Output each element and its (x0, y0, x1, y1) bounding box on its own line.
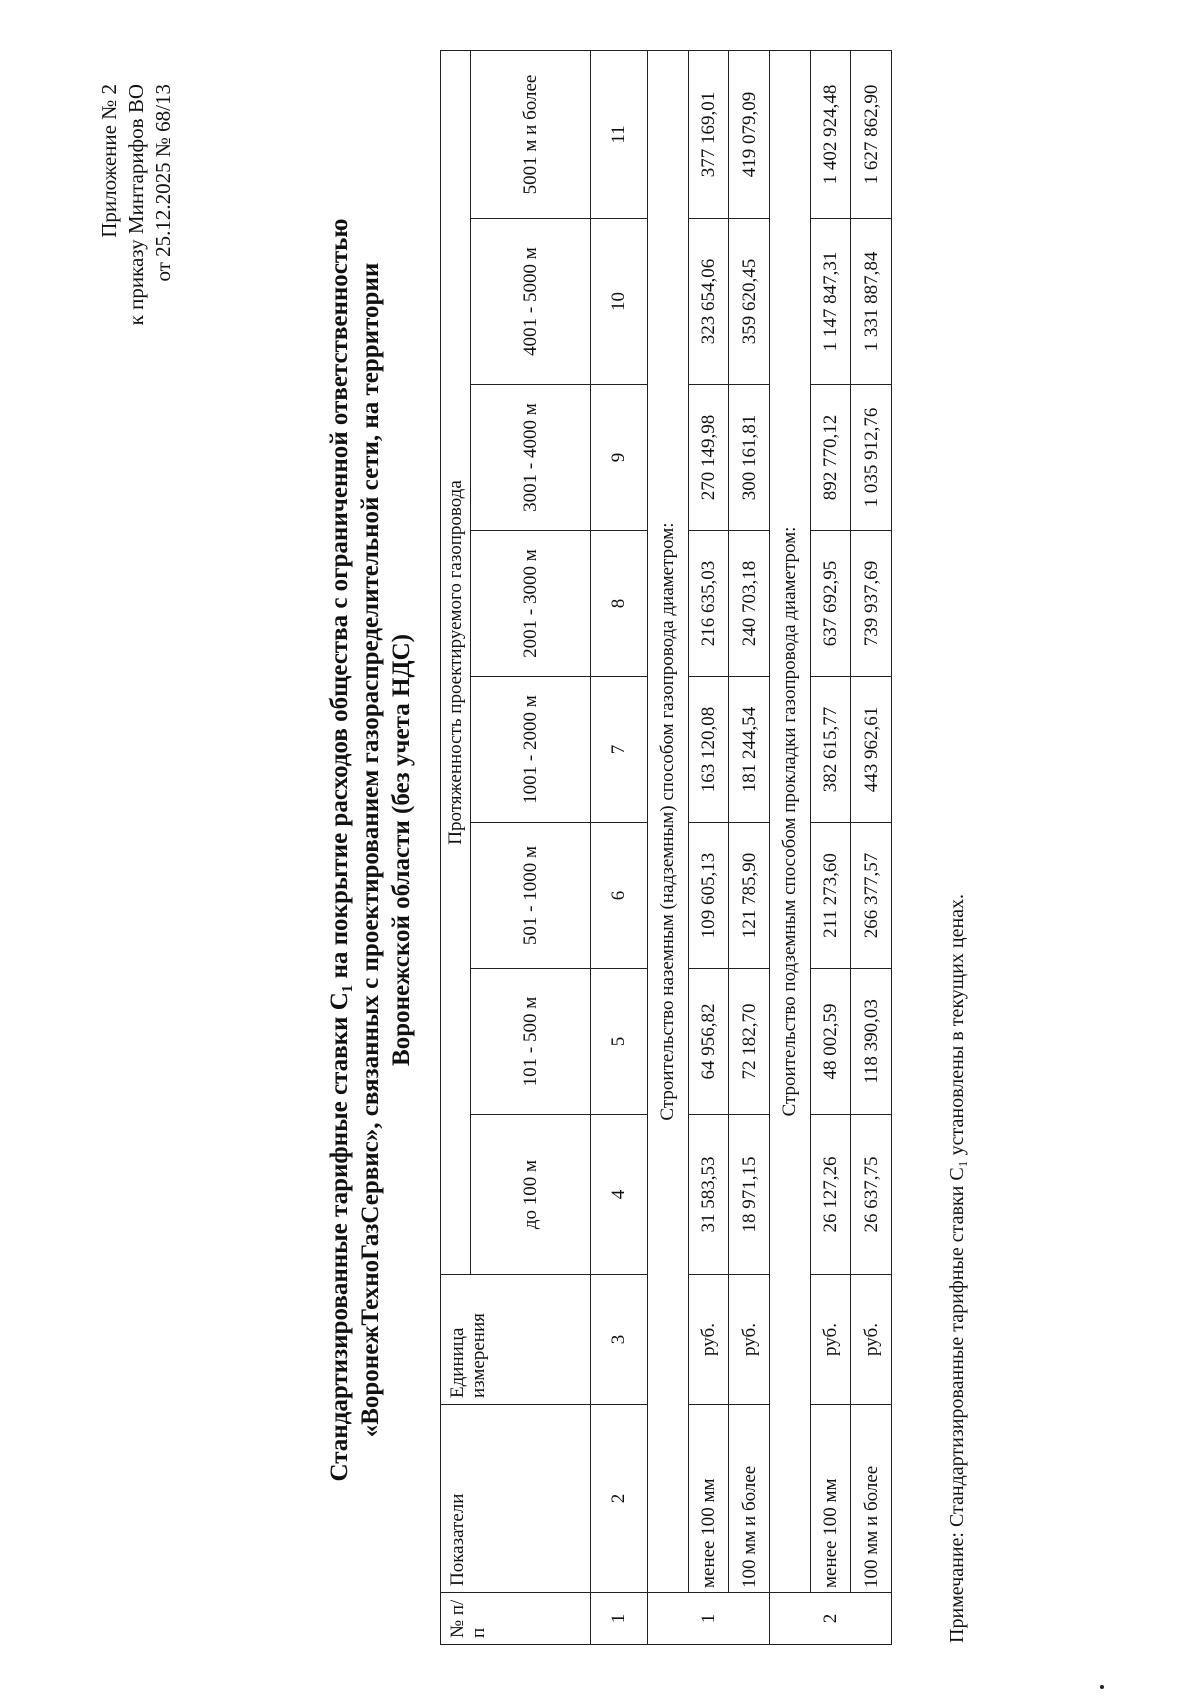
rate-cell: 118 390,03 (851, 969, 892, 1115)
rate-cell: 26 127,26 (810, 1115, 851, 1275)
header-length-group: Протяженность проектируемого газопровода (441, 50, 471, 1274)
rate-cell: 181 244,54 (729, 677, 770, 823)
section-number: 2 (769, 1593, 891, 1645)
row-label: 100 мм и более (729, 1405, 770, 1593)
header-range: 501 - 1000 м (471, 823, 591, 969)
column-index-cell: 8 (591, 531, 648, 677)
column-index-cell: 10 (591, 219, 648, 385)
rate-cell: 419 079,09 (729, 50, 770, 218)
rate-cell: 31 583,53 (688, 1115, 729, 1275)
rate-cell: 18 971,15 (729, 1115, 770, 1275)
footnote: Примечание: Стандартизированные тарифные ставки С₁ установлены в текущих ценах. (946, 893, 968, 1643)
rate-cell: 443 962,61 (851, 677, 892, 823)
document-title (324, 135, 417, 1565)
approval-line-2: к приказу Минтарифов ВО (124, 84, 148, 326)
approval-stamp-text (96, 84, 177, 325)
rate-cell: 739 937,69 (851, 531, 892, 677)
section-title: Строительство подземным способом прокладки газопровода диаметром: (769, 50, 810, 1592)
rate-cell: 323 654,06 (688, 219, 729, 385)
rate-cell: 1 331 887,84 (851, 219, 892, 385)
header-indicator: Показатели (441, 1405, 591, 1593)
column-index-cell: 5 (591, 969, 648, 1115)
row-label: 100 мм и более (851, 1405, 892, 1593)
rate-cell: 240 703,18 (729, 531, 770, 677)
rate-cell: 163 120,08 (688, 677, 729, 823)
rate-cell: 637 692,95 (810, 531, 851, 677)
section-number: 1 (647, 1593, 769, 1645)
rate-cell: 1 147 847,31 (810, 219, 851, 385)
table-row (851, 50, 892, 1644)
header-range: 4001 - 5000 м (471, 219, 591, 385)
rate-cell: 211 273,60 (810, 823, 851, 969)
approval-line-3: от 25.12.2025 № 68/13 (151, 84, 175, 282)
table-row (810, 50, 851, 1644)
column-index-row (591, 50, 648, 1644)
section-header-row (647, 50, 688, 1644)
header-range: 101 - 500 м (471, 969, 591, 1115)
column-index-cell: 2 (591, 1405, 648, 1593)
rate-cell: 359 620,45 (729, 219, 770, 385)
row-label: менее 100 мм (688, 1405, 729, 1593)
title-line-3: Воронежской области (без учета НДС) (388, 634, 415, 1066)
table-row (729, 50, 770, 1644)
rate-cell: 270 149,98 (688, 385, 729, 531)
row-unit: руб. (688, 1275, 729, 1405)
rate-cell: 121 785,90 (729, 823, 770, 969)
rate-cell: 382 615,77 (810, 677, 851, 823)
rate-cell: 109 605,13 (688, 823, 729, 969)
section-header-row (769, 50, 810, 1644)
rate-cell: 26 637,75 (851, 1115, 892, 1275)
column-index-cell: 3 (591, 1275, 648, 1405)
row-unit: руб. (851, 1275, 892, 1405)
rate-cell: 300 161,81 (729, 385, 770, 531)
approval-line-1: Приложение № 2 (97, 84, 121, 238)
column-index-cell: 11 (591, 50, 648, 218)
tariff-rates-table (440, 50, 892, 1645)
rate-cell: 1 402 924,48 (810, 50, 851, 218)
column-index-cell: 6 (591, 823, 648, 969)
column-index-cell: 9 (591, 385, 648, 531)
scan-speck (1100, 1685, 1104, 1689)
title-line-2: «ВоронежТехноГазСервис», связанных с проектированием газораспределительной сети, на территории (357, 262, 384, 1438)
header-range: 3001 - 4000 м (471, 385, 591, 531)
rate-cell: 216 635,03 (688, 531, 729, 677)
row-unit: руб. (810, 1275, 851, 1405)
rate-cell: 72 182,70 (729, 969, 770, 1115)
rate-cell: 266 377,57 (851, 823, 892, 969)
title-line-1: Стандартизированные тарифные ставки С₁ на покрытие расходов общества с ограниченной ответственностью (326, 218, 353, 1482)
row-unit: руб. (729, 1275, 770, 1405)
column-index-cell: 4 (591, 1115, 648, 1275)
header-range: 1001 - 2000 м (471, 677, 591, 823)
rate-cell: 892 770,12 (810, 385, 851, 531)
rate-cell: 377 169,01 (688, 50, 729, 218)
header-range: 2001 - 3000 м (471, 531, 591, 677)
rate-cell: 1 627 862,90 (851, 50, 892, 218)
row-label: менее 100 мм (810, 1405, 851, 1593)
column-index-cell: 7 (591, 677, 648, 823)
column-index-cell: 1 (591, 1593, 648, 1645)
header-num: № п/п (441, 1593, 591, 1645)
header-range: 5001 м и более (471, 50, 591, 218)
section-title: Строительство наземным (надземным) способом газопровода диаметром: (647, 50, 688, 1592)
rate-cell: 48 002,59 (810, 969, 851, 1115)
header-range: до 100 м (471, 1115, 591, 1275)
header-unit: Единица измерения (441, 1275, 591, 1405)
rate-cell: 64 956,82 (688, 969, 729, 1115)
table-row (688, 50, 729, 1644)
rate-cell: 1 035 912,76 (851, 385, 892, 531)
